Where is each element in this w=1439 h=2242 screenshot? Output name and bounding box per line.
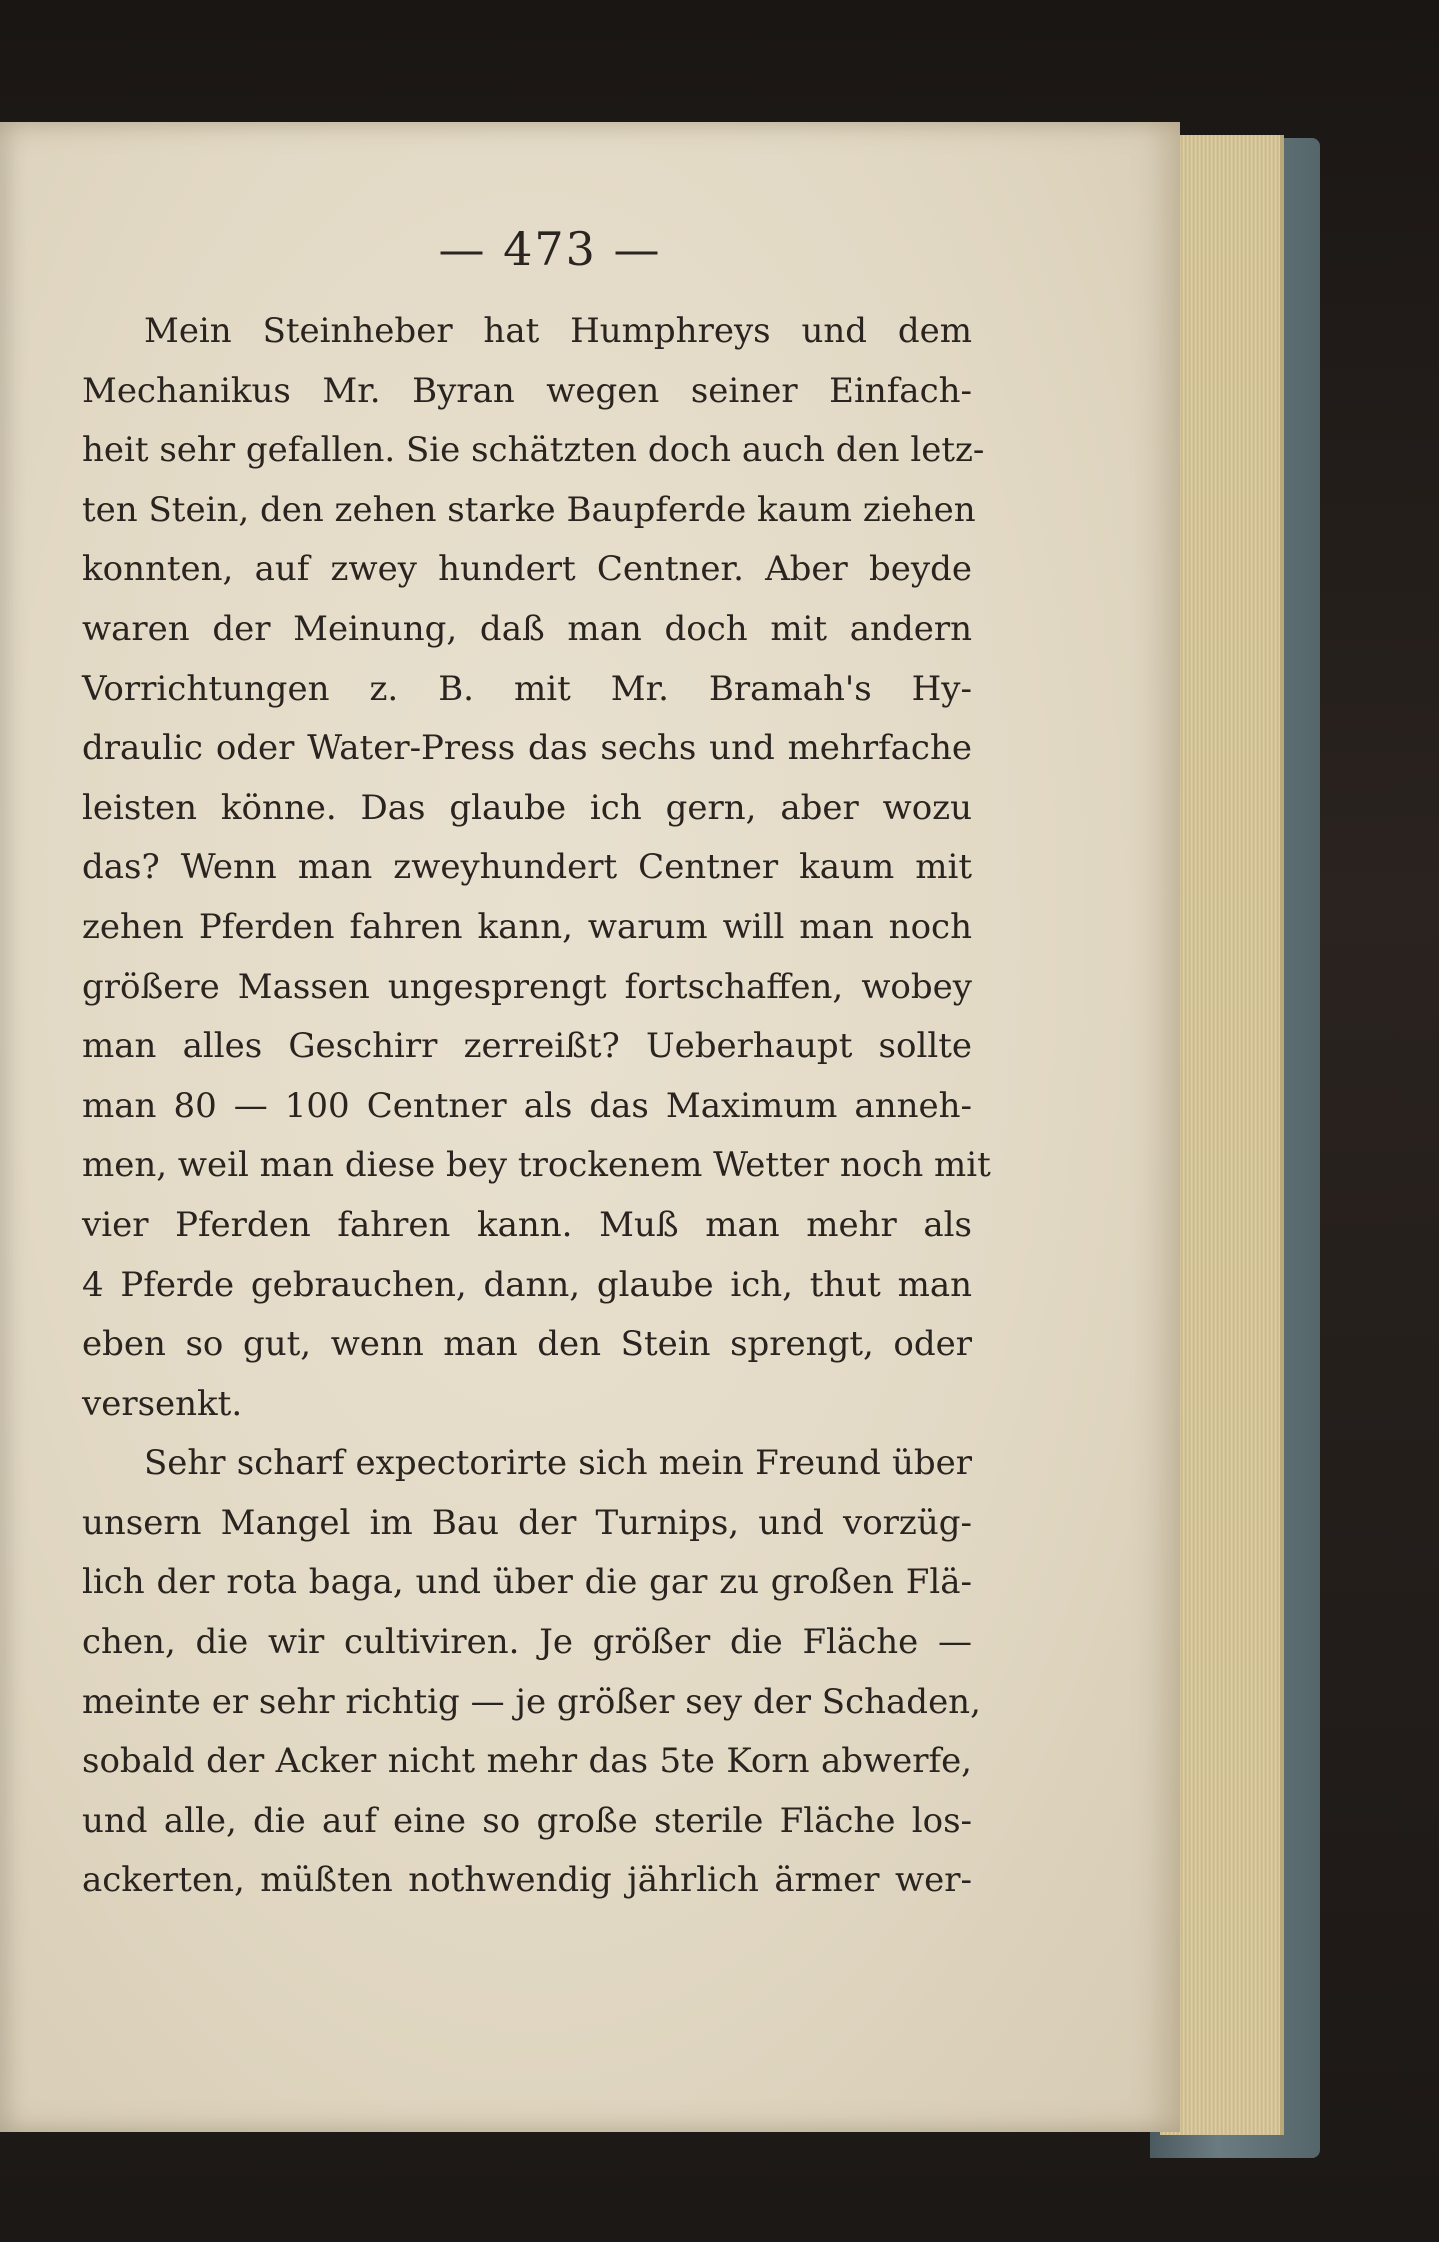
text-line: vier Pferden fahren kann. Muß man mehr als — [82, 1204, 972, 1245]
page-text — [82, 302, 991, 1911]
text-line: konnten, auf zwey hundert Centner. Aber beyde — [82, 549, 972, 590]
text-line: ackerten, müßten nothwendig jährlich ärmer wer- — [82, 1860, 972, 1901]
text-line: waren der Meinung, daß man doch mit andern — [82, 608, 972, 649]
text-line: man 80 — 100 Centner als das Maximum anneh- — [82, 1085, 972, 1126]
text-line: sobald der Acker nicht mehr das 5te Korn abwerfe, — [82, 1741, 972, 1782]
text-line: Vorrichtungen z. B. mit Mr. Bramah's Hy- — [82, 668, 972, 709]
text-line: unsern Mangel im Bau der Turnips, und vorzüg- — [82, 1502, 972, 1543]
text-line: versenkt. — [82, 1383, 243, 1424]
text-line: 4 Pferde gebrauchen, dann, glaube ich, thut man — [82, 1264, 972, 1305]
text-line: leisten könne. Das glaube ich gern, aber wozu — [82, 787, 972, 828]
paragraph-1 — [82, 302, 991, 1434]
text-line: Mechanikus Mr. Byran wegen seiner Einfach- — [82, 370, 972, 411]
text-line: draulic oder Water-Press das sechs und mehrfache — [82, 728, 972, 769]
text-line: men, weil man diese bey trockenem Wetter noch mit — [82, 1145, 991, 1186]
text-line: das? Wenn man zweyhundert Centner kaum mit — [82, 847, 972, 888]
text-line: eben so gut, wenn man den Stein sprengt, oder — [82, 1324, 972, 1365]
book-page — [0, 122, 1180, 2132]
text-line: chen, die wir cultiviren. Je größer die Fläche — — [82, 1622, 972, 1663]
page-header: — 473 — — [438, 222, 662, 276]
text-line: heit sehr gefallen. Sie schätzten doch auch den letz- — [82, 430, 985, 471]
text-line: zehen Pferden fahren kann, warum will man noch — [82, 906, 972, 947]
text-line: Sehr scharf expectorirte sich mein Freund über — [144, 1443, 972, 1484]
text-line: Mein Steinheber hat Humphreys und dem — [144, 311, 972, 351]
text-line: ten Stein, den zehen starke Baupferde kaum ziehen — [82, 489, 976, 530]
text-line: lich der rota baga, und über die gar zu großen Flä- — [82, 1562, 972, 1603]
text-line: meinte er sehr richtig — je größer sey der Schaden, — [82, 1681, 981, 1722]
text-line: und alle, die auf eine so große sterile Fläche los- — [82, 1800, 972, 1841]
text-line: man alles Geschirr zerreißt? Ueberhaupt sollte — [82, 1026, 972, 1067]
text-line: größere Massen ungesprengt fortschaffen, wobey — [82, 966, 972, 1007]
paragraph-2 — [82, 1434, 981, 1911]
